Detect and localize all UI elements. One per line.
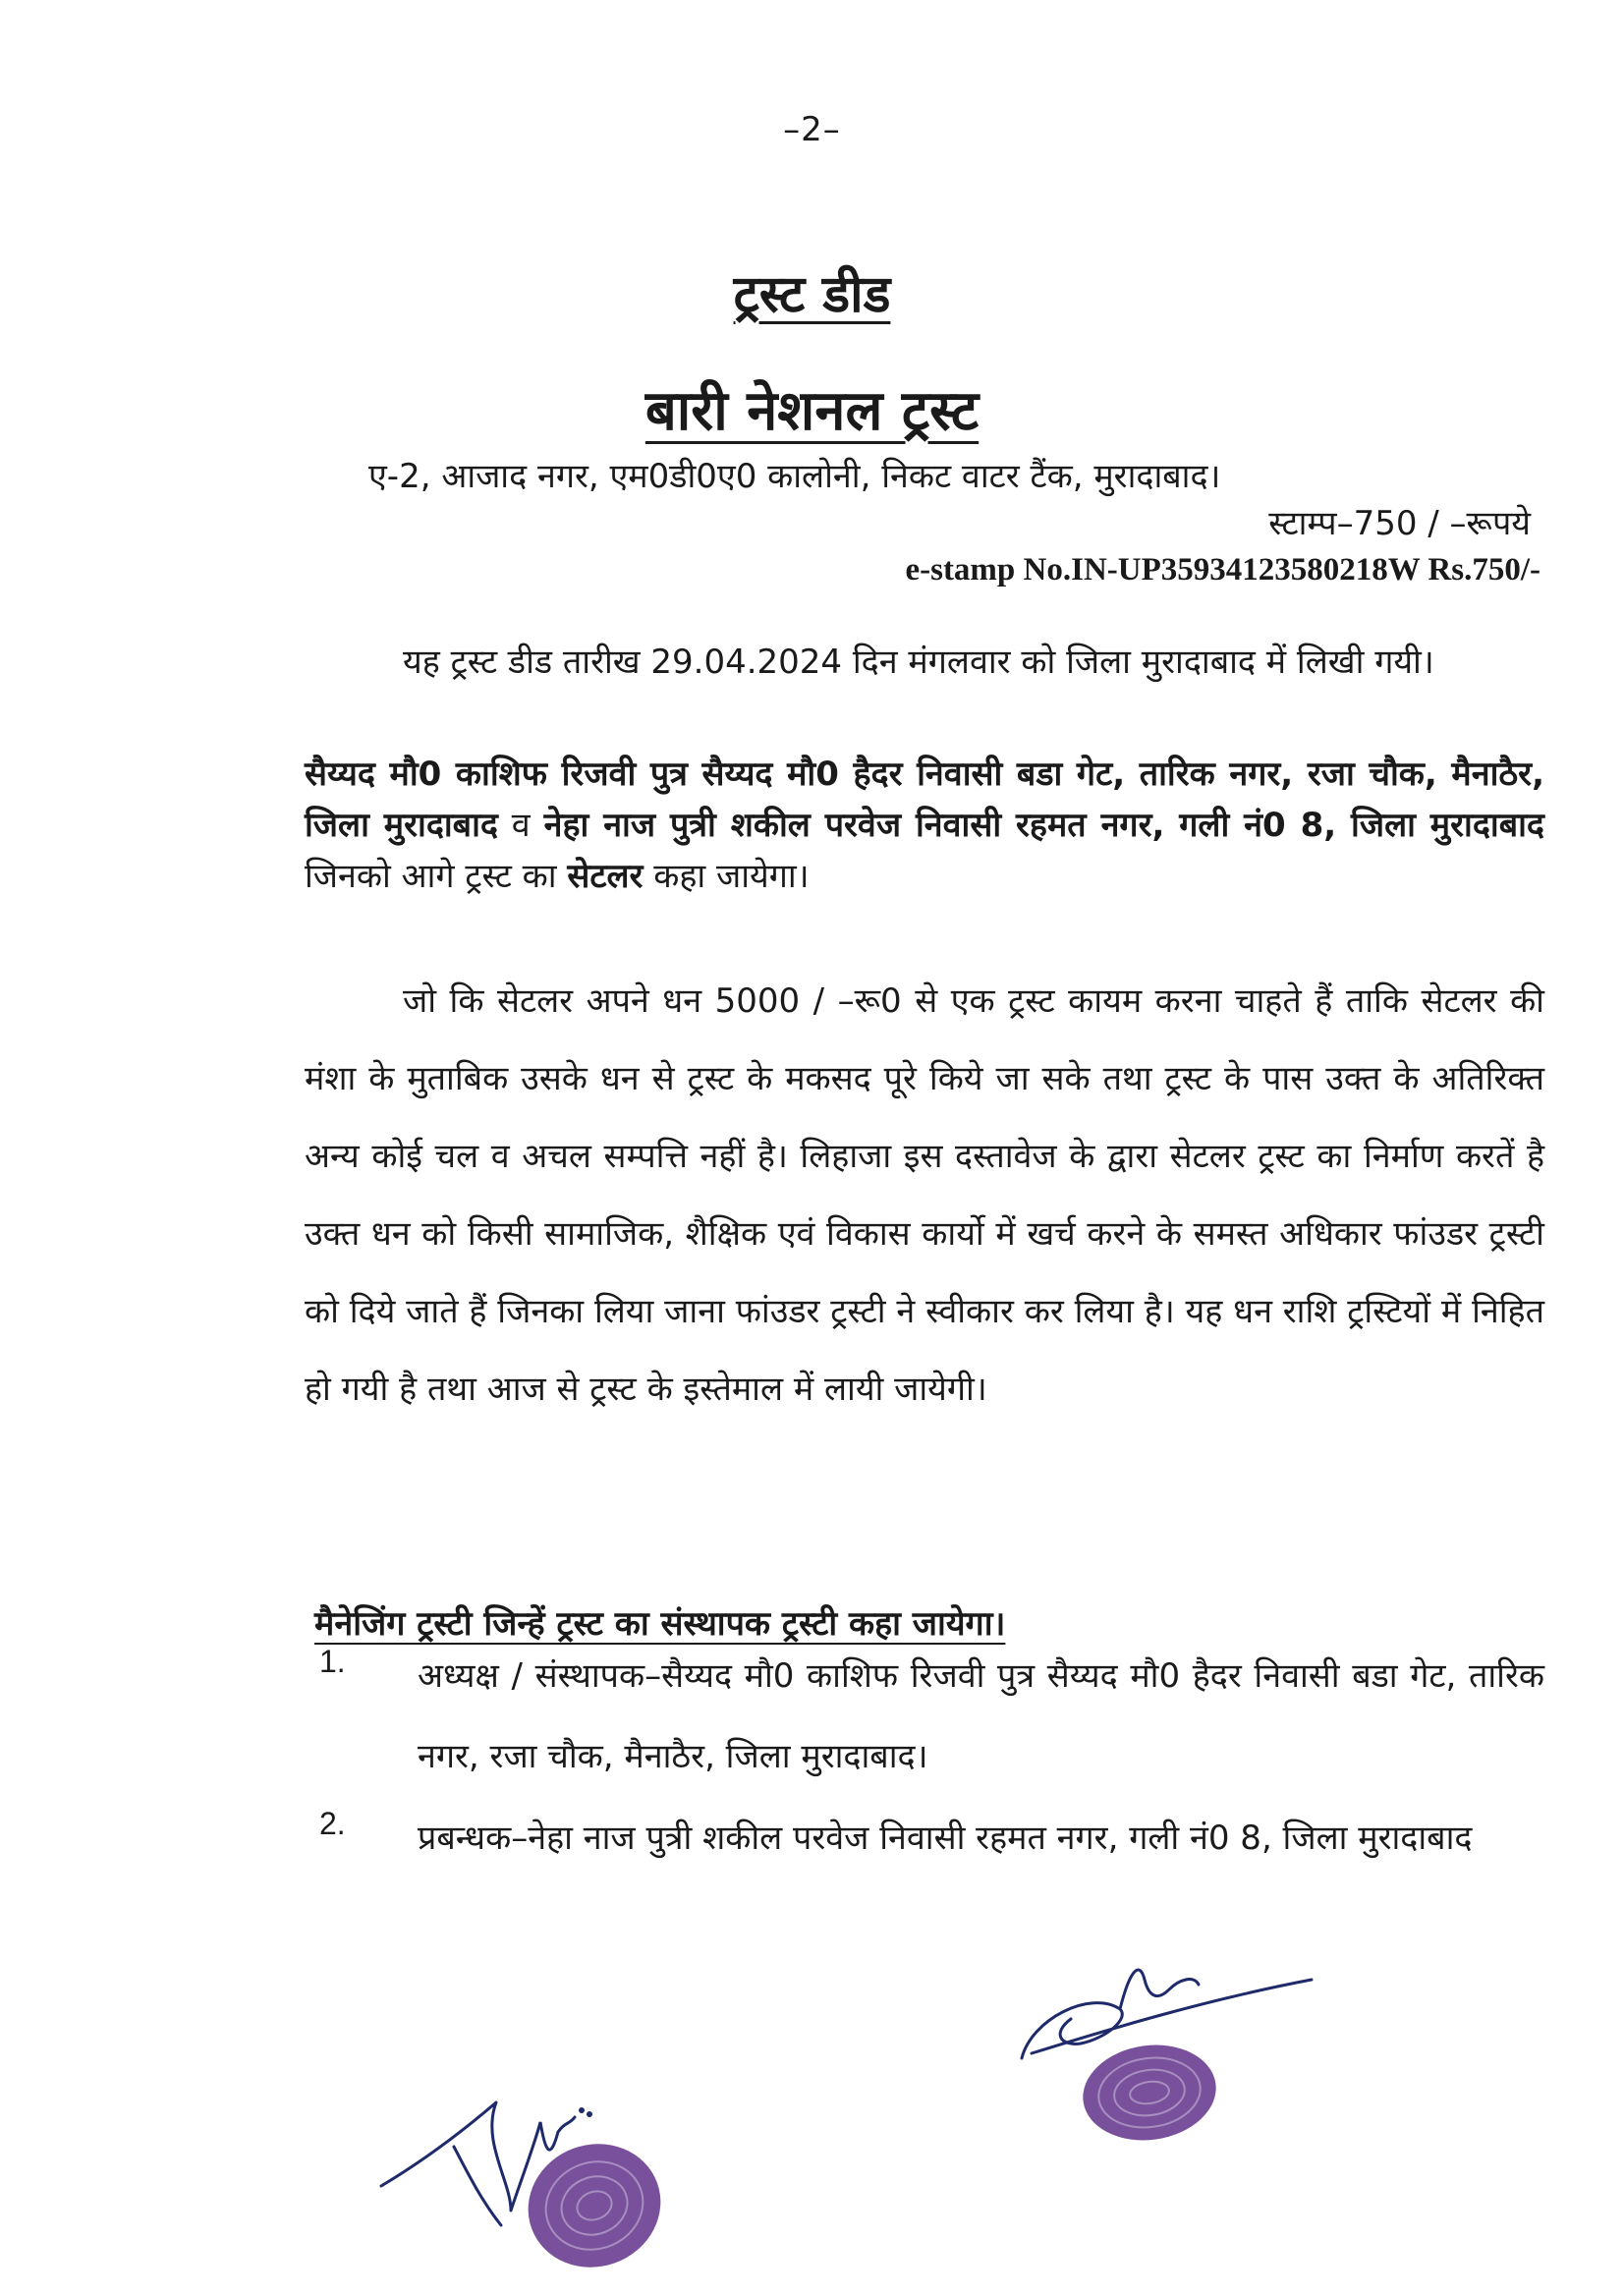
settlers-paragraph: [305, 749, 1544, 902]
settler-word: सेटलर: [567, 857, 644, 896]
managing-trustees-heading-text: मैनेजिंग ट्रस्टी जिन्हें ट्रस्ट का संस्थापक ट्रस्टी कहा जायेगा।: [314, 1604, 1006, 1644]
trust-name-text: बारी नेशनल ट्रस्ट: [644, 379, 980, 443]
page-number: –2–: [783, 110, 841, 149]
signature-with-thumbprint-left: [364, 2063, 707, 2279]
signature-right: [1022, 1970, 1312, 2058]
estamp-number: e-stamp No.IN-UP35934123580218W Rs.750/-: [905, 552, 1540, 588]
thumbprint-left: [511, 2125, 678, 2279]
trust-name: [0, 371, 1624, 446]
deed-date-paragraph: यह ट्रस्ट डीड तारीख 29.04.2024 दिन मंगलवार को जिला मुरादाबाद में लिखी गयी।: [403, 643, 1434, 682]
settler-tail-2: कहा जायेगा।: [643, 857, 810, 896]
document-title: [0, 257, 1624, 327]
trust-address: ए-2, आजाद नगर, एम0डी0ए0 कालोनी, निकट वाटर टैंक, मुरादाबाद।: [368, 457, 1221, 496]
conjunction: व: [497, 806, 544, 845]
trustee-number: 1.: [319, 1644, 346, 1679]
signature-with-thumbprint-right: [1012, 1940, 1326, 2147]
stamp-duty-line: स्टाम्प–750 / –रूपये: [1268, 504, 1531, 543]
settler-1: सैय्यद मौ0 काशिफ रिजवी पुत्र सैय्यद मौ0 हैदर निवासी बडा गेट, तारिक नगर, रजा चौक, मैनाठैर, जिला मुरादाबाद: [305, 755, 1544, 845]
trustee-item: [314, 1798, 1544, 1878]
trustee-item: [314, 1636, 1544, 1797]
trustee-text: प्रबन्धक–नेहा नाज पुत्री शकील परवेज निवासी रहमत नगर, गली नं0 8, जिला मुरादाबाद: [418, 1819, 1473, 1858]
trustee-number: 2.: [319, 1806, 346, 1841]
settler-2: नेहा नाज पुत्री शकील परवेज निवासी रहमत नगर, गली नं0 8, जिला मुरादाबाद: [543, 806, 1544, 845]
settler-tail-1: जिनको आगे ट्रस्ट का: [305, 857, 568, 896]
document-title-text: ट्रस्ट डीड: [733, 265, 891, 324]
trust-purpose-paragraph: जो कि सेटलर अपने धन 5000 / –रू0 से एक ट्रस्ट कायम करना चाहते हैं ताकि सेटलर की मंशा के मुताबिक उसके धन से ट्रस्ट के मकसद पूरे किये जा सके तथा ट्रस्ट के पास उक्त के अतिरिक्त अन्य कोई चल व अचल सम्पत्ति नहीं है। लिहाजा इस दस्तावेज के द्वारा सेटलर ट्रस्ट का निर्माण करतें है उक्त धन को किसी सामाजिक, शैक्षिक एवं विकास कार्यो में खर्च करने के समस्त अधिकार फांउडर ट्रस्टी को दिये जाते हैं जिनका लिया जाना फांउडर ट्रस्टी ने स्वीकार कर लिया है। यह धन राशि ट्रस्टियों में निहित हो गयी है तथा आज से ट्रस्ट के इस्तेमाल में लायी जायेगी।: [305, 981, 1544, 1409]
trustee-text: अध्यक्ष / संस्थापक–सैय्यद मौ0 काशिफ रिजवी पुत्र सैय्यद मौ0 हैदर निवासी बडा गेट, तारिक नगर, रजा चौक, मैनाठैर, जिला मुरादाबाद।: [418, 1656, 1544, 1776]
